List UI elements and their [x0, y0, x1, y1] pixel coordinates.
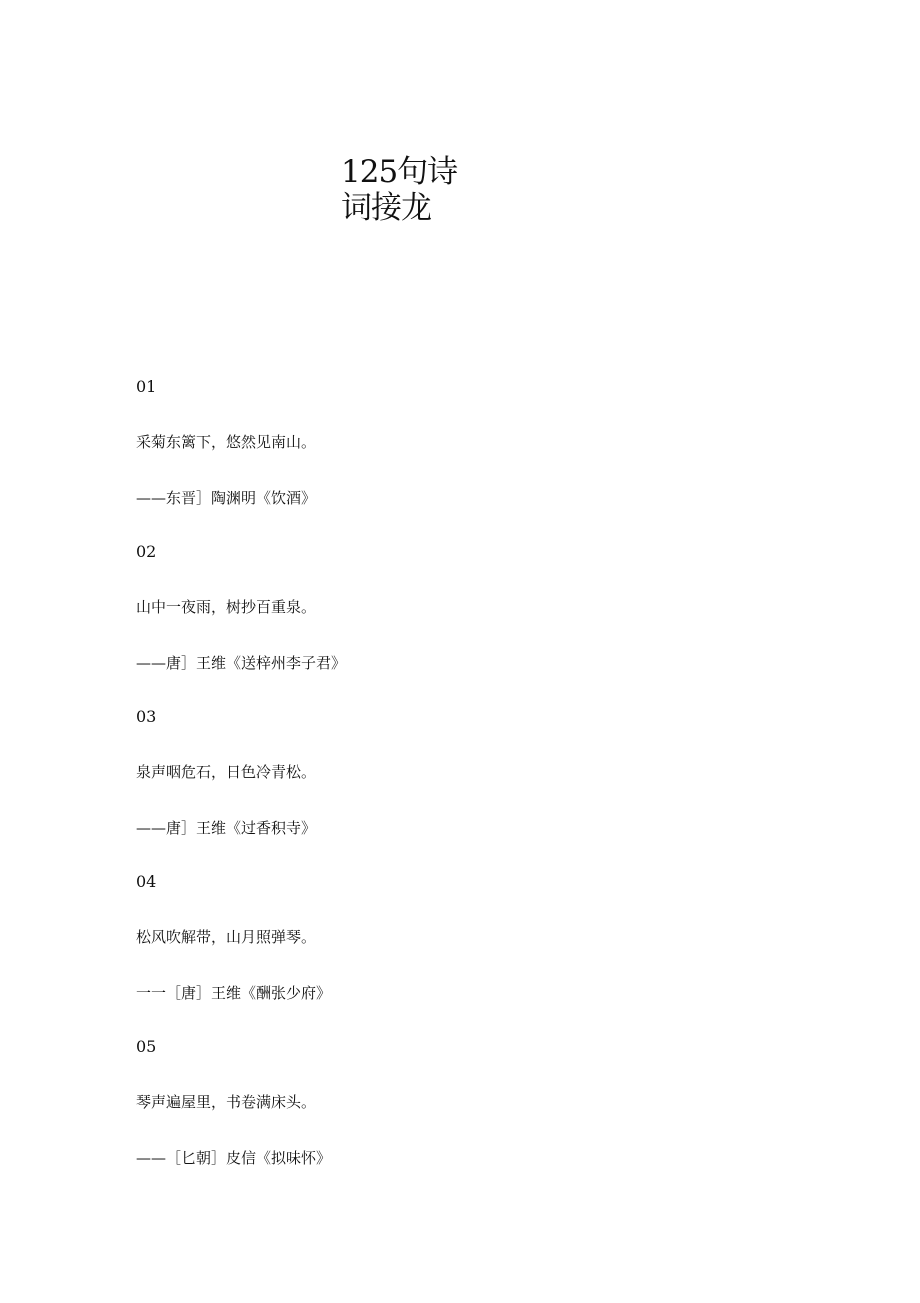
poem-entry-05 — [136, 1036, 836, 1169]
title-line-2: 词接龙 — [341, 190, 431, 226]
entry-verse: 采菊东篱下，悠然见南山。 — [136, 433, 317, 451]
entry-number: 04 — [136, 872, 157, 891]
entry-source: ——唐］王维《过香积寺》 — [136, 819, 317, 837]
entry-source: ——［匕朝］皮信《拟味怀》 — [136, 1149, 332, 1167]
poem-entry-02 — [136, 541, 836, 674]
entry-source: ——东晋］陶渊明《饮酒》 — [136, 489, 317, 507]
entry-verse: 琴声遍屋里，书卷满床头。 — [136, 1093, 317, 1111]
poem-list — [136, 376, 836, 1201]
entry-source: ——唐］王维《送梓州李子君》 — [136, 654, 347, 672]
poem-entry-01 — [136, 376, 836, 509]
entry-number: 03 — [136, 707, 157, 726]
entry-source: 一一［唐］王维《酬张少府》 — [136, 984, 332, 1002]
entry-number: 05 — [136, 1037, 157, 1056]
entry-verse: 泉声咽危石，日色冷青松。 — [136, 763, 317, 781]
entry-verse: 山中一夜雨，树抄百重泉。 — [136, 598, 317, 616]
entry-number: 02 — [136, 542, 157, 561]
title-line-1: 125句诗 — [341, 154, 458, 190]
entry-number: 01 — [136, 377, 157, 396]
entry-verse: 松风吹解带，山月照弹琴。 — [136, 928, 317, 946]
poem-entry-03 — [136, 706, 836, 839]
document-title — [341, 154, 457, 226]
poem-entry-04 — [136, 871, 836, 1004]
